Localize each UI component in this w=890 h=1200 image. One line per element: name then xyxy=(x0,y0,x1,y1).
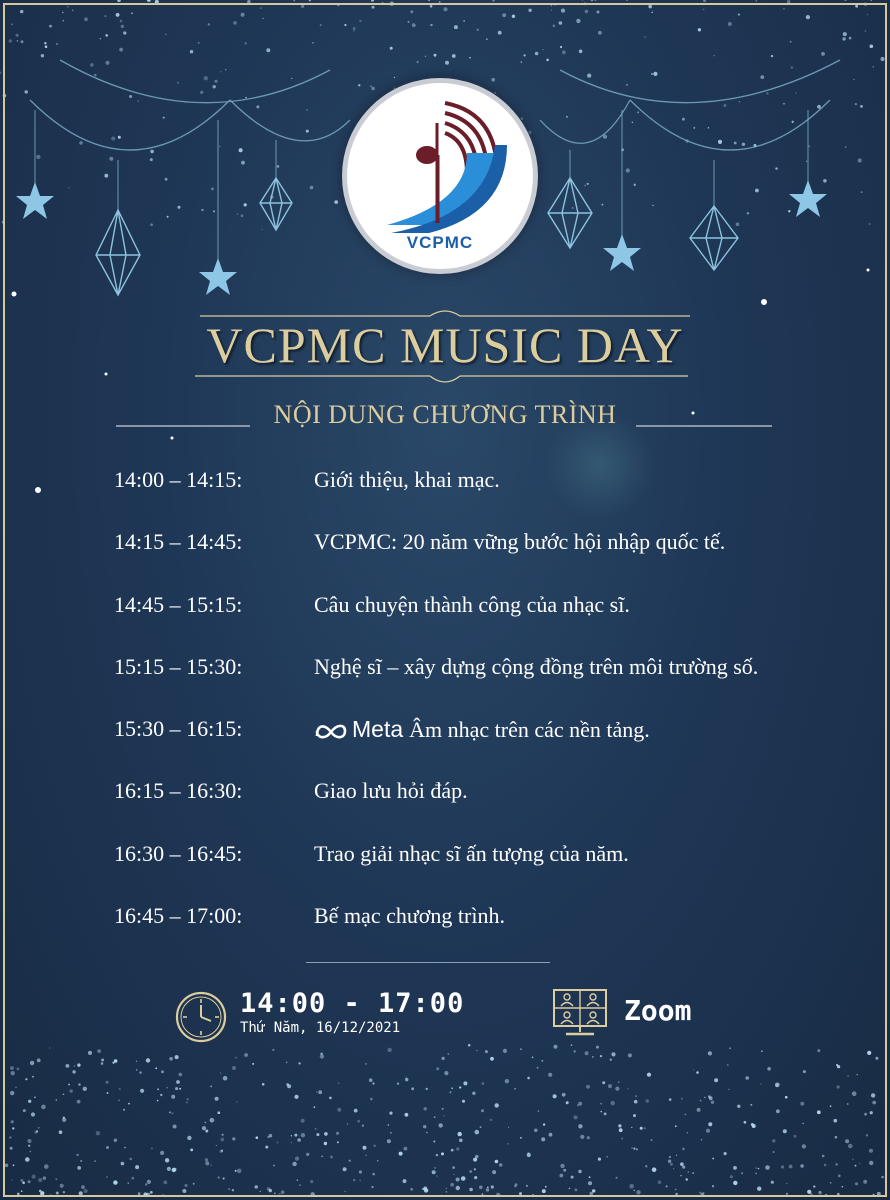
logo-text: VCPMC xyxy=(406,233,474,252)
schedule-row xyxy=(114,524,874,586)
schedule-desc: Nghệ sĩ – xây dựng cộng đồng trên môi trường số. xyxy=(314,653,759,679)
schedule-time: 15:30 – 16:15: xyxy=(114,716,243,742)
title-block xyxy=(0,300,890,390)
schedule-row xyxy=(114,711,874,773)
meta-brand-text: Meta xyxy=(352,716,404,743)
schedule-time: 14:15 – 14:45: xyxy=(114,529,243,555)
meta-logo-icon xyxy=(314,722,348,740)
vcpmc-logo xyxy=(342,78,538,274)
schedule-desc-meta xyxy=(314,716,650,743)
schedule-list xyxy=(114,462,874,960)
footer-divider xyxy=(306,962,550,963)
schedule-row xyxy=(114,649,874,711)
event-time-range: 14:00 - 17:00 xyxy=(240,988,465,1019)
event-date: Thứ Năm, 16/12/2021 xyxy=(240,1020,401,1036)
video-conference-icon xyxy=(552,988,608,1038)
schedule-desc: Câu chuyện thành công của nhạc sĩ. xyxy=(314,591,630,617)
schedule-desc: Giới thiệu, khai mạc. xyxy=(314,467,500,492)
schedule-desc: Bế mạc chương trình. xyxy=(314,903,505,929)
schedule-desc: Âm nhạc trên các nền tảng. xyxy=(409,717,650,743)
schedule-time: 15:15 – 15:30: xyxy=(114,653,243,679)
schedule-time: 16:15 – 16:30: xyxy=(114,778,243,804)
event-title: VCPMC MUSIC DAY xyxy=(206,317,684,373)
event-platform: Zoom xyxy=(624,994,692,1027)
schedule-desc: VCPMC: 20 năm vững bước hội nhập quốc tế. xyxy=(314,529,726,555)
schedule-time: 14:00 – 14:15: xyxy=(114,467,243,492)
schedule-time: 16:45 – 17:00: xyxy=(114,903,243,929)
schedule-desc: Giao lưu hỏi đáp. xyxy=(314,778,468,804)
schedule-row xyxy=(114,898,874,960)
schedule-desc: Trao giải nhạc sĩ ấn tượng của năm. xyxy=(314,840,629,866)
schedule-row xyxy=(114,836,874,898)
schedule-time: 16:30 – 16:45: xyxy=(114,840,243,866)
program-heading: NỘI DUNG CHƯƠNG TRÌNH xyxy=(273,400,617,429)
clock-icon xyxy=(174,990,228,1044)
schedule-time: 14:45 – 15:15: xyxy=(114,591,243,617)
schedule-row xyxy=(114,587,874,649)
schedule-row xyxy=(114,462,874,524)
schedule-row xyxy=(114,773,874,835)
